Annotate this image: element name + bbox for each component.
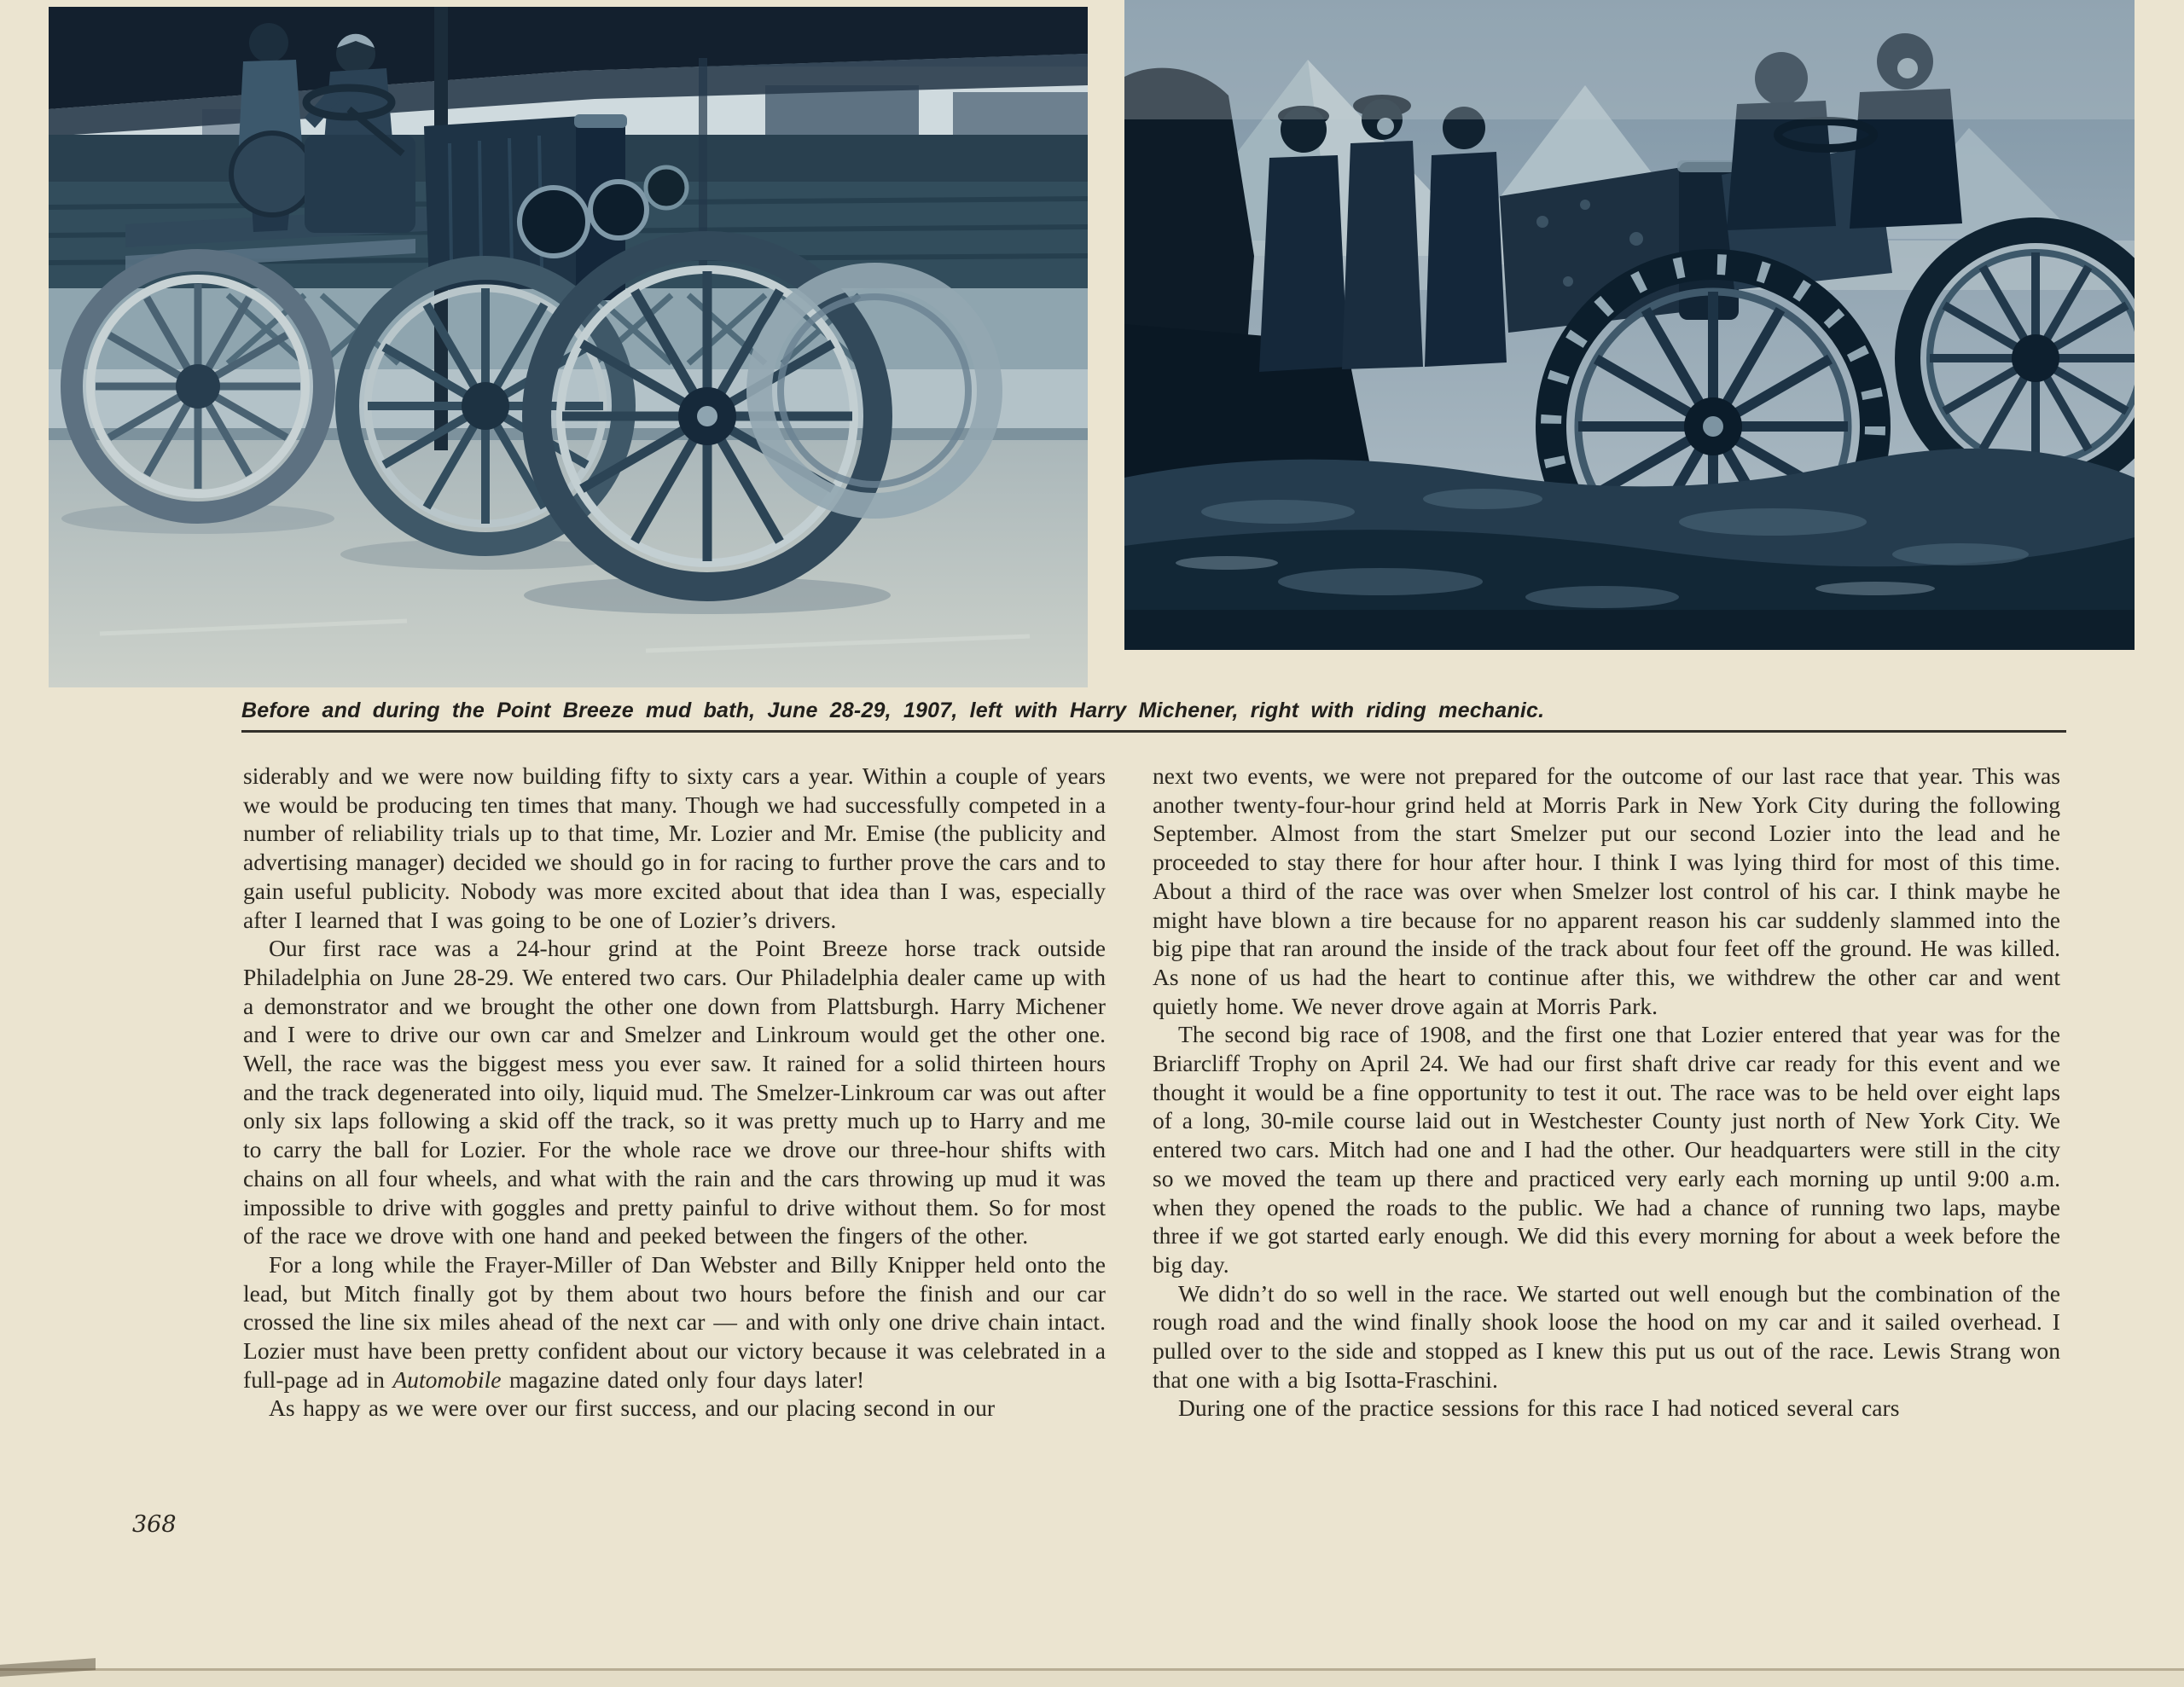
photo-left-illustration [49, 7, 1088, 687]
page-number: 368 [132, 1511, 177, 1538]
paragraph-right-4: During one of the practice sessions for this race I had noticed several cars [1178, 1394, 1900, 1422]
paragraph-left-2: Our first race was a 24-hour grind at the Point Breeze horse track outside Philadelphia on June 28-29. We entered two cars. Our Philadelphia dealer came up with a demonstrator and we brought the other one down from Plattsburgh. Harry Michener and I were to drive our own car and Smelzer and Linkroum would get the other one. Well, the race was the biggest mess you ever saw. It rained for a solid thirteen hours and the track degenerated into oily, liquid mud. The Smelzer-Linkroum car was out after only six laps following a skid off the track, so it was pretty much up to Harry and me to carry the ball for Lozier. For the whole race we drove our three-hour shifts with chains on all four wheels, and what with the rain and the cars throwing up mud it was impossible to drive with goggles and pretty painful to drive without them. So for most of the race we drove with one hand and peeked between the fingers of the other. [243, 935, 1106, 1249]
photo-right-car-mud [1124, 0, 2135, 650]
caption-rule [241, 730, 2066, 733]
magazine-title-italic: Automobile [392, 1365, 502, 1393]
photo-left-car-grandstand [49, 7, 1088, 687]
page-bottom-edge [0, 1668, 2184, 1687]
paragraph-left-4: As happy as we were over our first success, and our placing second in our [269, 1394, 996, 1422]
text-column-right [1153, 762, 2060, 1423]
photo-right-illustration [1124, 0, 2135, 650]
paragraph-right-3: We didn’t do so well in the race. We started out well enough but the combination of the rough road and the wind finally shook loose the hood on my car and it sailed overhead. I pulled over to the side and stopped as I knew this put us out of the race. Lewis Strang won that one with a big Isotta-Fraschini. [1153, 1279, 2060, 1393]
text-column-left [243, 762, 1106, 1423]
paragraph-right-2: The second big race of 1908, and the first one that Lozier entered that year was for the Briarcliff Trophy on April 24. We had our first shaft drive car ready for this event and we thought it would be a fine opportunity to test it out. The race was to be held over eight laps of a long, 30-mile course laid out in Westchester County just north of New York City. We entered two cars. Mitch had one and I had the other. Our headquarters were still in the city so we moved the team up there and practiced very early each morning up until 9:00 a.m. when they opened the roads to the public. We had a chance of running two laps, maybe three if we got started early enough. We did this every morning for about a week before the big day. [1153, 1021, 2060, 1278]
paragraph-left-3-tail: magazine dated only four days later! [501, 1365, 865, 1393]
photo-caption: Before and during the Point Breeze mud bath, June 28-29, 1907, left with Harry Michener, right with riding mechanic. [241, 699, 1545, 722]
paragraph-left-1: siderably and we were now building fifty to sixty cars a year. Within a couple of years we would be producing ten times that many. Though we had successfully competed in a number of reliability trials up to that time, Mr. Lozier and Mr. Emise (the publicity and advertising manager) decided we should go in for racing to further prove the cars and to gain useful publicity. Nobody was more excited about that idea than I was, especially after I learned that I was going to be one of Lozier’s drivers. [243, 762, 1106, 933]
paragraph-left-3-text: For a long while the Frayer-Miller of Dan Webster and Billy Knipper held onto the lead, but Mitch finally got by them about two hours before the finish and our car crossed the line six miles ahead of the next car — and with only one drive chain intact. Lozier must have been pretty confident about our victory because it was celebrated in a full-page ad in [243, 1250, 1106, 1393]
paragraph-right-1: next two events, we were not prepared for the outcome of our last race that year. This was another twenty-four-hour grind held at Morris Park in New York City during the following September. Almost from the start Smelzer put our second Lozier into the lead and he proceeded to stay there for hour after hour. I think I was lying third for most of this time. About a third of the race was over when Smelzer lost control of his car. I think maybe he might have blown a tire because for no apparent reason his car suddenly slammed into the big pipe that ran around the inside of the track about four feet off the ground. He was killed. As none of us had the heart to continue after this, we withdrew the other car and went quietly home. We never drove again at Morris Park. [1153, 762, 2060, 1019]
paragraph-left-3 [243, 1250, 1106, 1394]
